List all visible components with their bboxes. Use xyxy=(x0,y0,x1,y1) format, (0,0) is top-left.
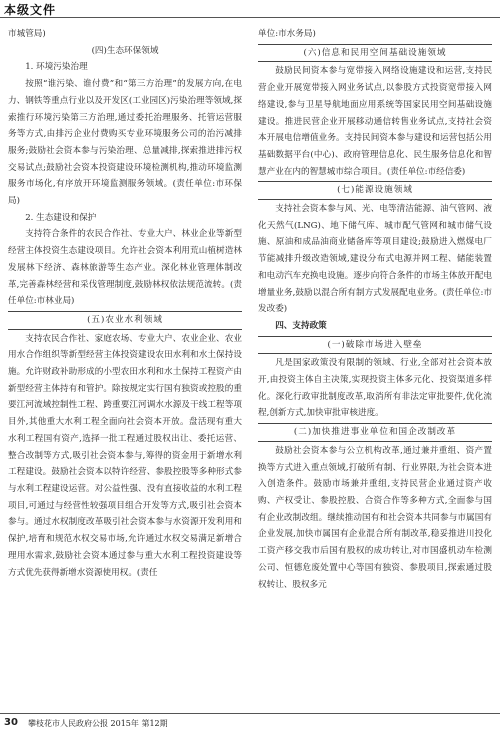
subsection-heading: (五)农业水利领域 xyxy=(8,311,242,330)
subsection-heading: (四)生态环保领域 xyxy=(91,45,159,56)
paragraph: 按照“谁污染、谁付费”和“第三方治理”的发展方向,在电力、钢铁等重点行业以及开发区(工业园区)污染治理等领域,探索推行环境污染第三方治理,通过委托治理服务、托管运营服务等方式,由排污企业付费购买专业环境服务公司的治污减排服务;鼓励社会资本参与污染治理、总量减排,探索推进排污权交易试点;鼓励社会资本投资建设环境检测机构,推动环境监测服务市场化,有序放开环境监测服务领域。(责任单位:市环保局) xyxy=(8,79,242,207)
subsection-heading: (二)加快推进事业单位和国企改制改革 xyxy=(258,423,492,442)
subsection-heading: (六)信息和民用空间基础设施领域 xyxy=(258,44,492,63)
section-heading: 四、支持政策 xyxy=(275,320,327,331)
page-number: 30 xyxy=(4,717,18,728)
paragraph: 鼓励民间资本参与宽带接入网络设施建设和运营,支持民营企业开展宽带接入网业务试点,以参股方式投资宽带接入网络建设,参与卫星导航地面应用系统等国家民用空间基础设施建设。推进民营企业开展移动通信转售业务试点,支持社会资本开展电信增值业务。支持民间资本参与建设和运营包括公用基础数据平台(中心)、政府管理信息化、民生服务信息化和智慧产业在内的智慧城市综合项目。(责任单位:市经信委) xyxy=(258,66,492,177)
subsection-heading: (七)能源设施领域 xyxy=(258,181,492,200)
publication-info: 攀枝花市人民政府公报 2015年 第12期 xyxy=(28,719,168,728)
paragraph: 凡是国家政策没有限制的领域、行业,全部对社会资本放开,由投资主体自主决策,实现投资主体多元化、投资渠道多样化。深化行政审批制度改革,取消所有非法定审批要件,优化流程,创新方式,加快审批审核进度。 xyxy=(258,358,492,419)
subsection-heading: 2. 生态建设和保护 xyxy=(25,212,97,223)
right-column xyxy=(258,26,492,593)
paragraph: 鼓励社会资本参与公立机构改革,通过兼并重组、资产置换等方式进入重点领域,打破所有制、行业界限,为社会资本进入创造条件。鼓励市场兼并重组,支持民营企业通过资产收购、产权受让、参股控股、合资合作等多种方式,全面参与国有企业改制改组。继续推动国有和社会资本共同参与市属国有企业发展,加快市属国有企业混合所有制改革,稳妥推进川投化工资产移交我市后国有股权的成功转让,对市国盛机动车检测公司、恒德危废处置中心等国有独资、参股项目,探索通过股权转让、股权多元 xyxy=(258,445,492,590)
left-column xyxy=(8,26,242,581)
paragraph: 支持符合条件的农民合作社、专业大户、林业企业等新型经营主体投资生态建设项目。允许社会资本利用荒山植树造林发展林下经济、森林旅游等生态产业。深化林业管理体制改革,完善森林经营和采伐管理制度,鼓励林权依法规范流转。(责任单位:市林业局) xyxy=(8,229,242,307)
paragraph: 市城管局) xyxy=(8,29,46,39)
subsection-heading: (一)破除市场进入壁垒 xyxy=(258,336,492,355)
paragraph: 支持农民合作社、家庭农场、专业大户、农业企业、农业用水合作组织等新型经营主体投资建设农田水利和水土保持设施。允许财政补助形成的小型农田水利和水土保持工程资产由新型经营主体持有和管护。除按规定实行国有独资或控股的重要江河流域控制性工程、跨重要江河调水水源及干线工程等项目外,其他重大水利工程全面向社会资本开放。盘活现有重大水利工程国有资产,选择一批工程通过股权出让、委托运营、整合改制等方式,吸引社会资本参与,筹得的资金用于新增水利工程建设。鼓励社会资本以特许经营、参股控股等多种形式参与水利工程建设运营。对公益性强、没有直接收益的水利工程项目,可通过与经营性较强项目组合开发等方式,吸引社会资本参与。通过水权制度改革吸引社会资本参与水资源开发利用和保护,培育和规范水权交易市场,允许通过水权交易满足新增合理用水需求,鼓励社会资本通过参与重大水利工程投资建设等方式优先获得新增水资源使用权。(责任 xyxy=(8,333,242,578)
paragraph: 支持社会资本参与风、光、电等清洁能源、油气管网、液化天然气(LNG)、地下储气库、城市配气管网和城市储气设施、原油和成品油商业储备库等项目建设;鼓励进入燃煤电厂节能减排升级改造领域,建设分布式电源并网工程、储能装置和电动汽车充换电设施。逐步向符合条件的市场主体放开配电增量业务,鼓励以混合所有制方式发展配电业务。(责任单位:市发改委) xyxy=(258,204,492,315)
page-header xyxy=(0,0,500,18)
page-footer xyxy=(0,713,500,732)
paragraph: 单位:市水务局) xyxy=(258,29,316,39)
section-title: 本级文件 xyxy=(4,3,57,17)
subsection-heading: 1. 环境污染治理 xyxy=(25,62,88,73)
